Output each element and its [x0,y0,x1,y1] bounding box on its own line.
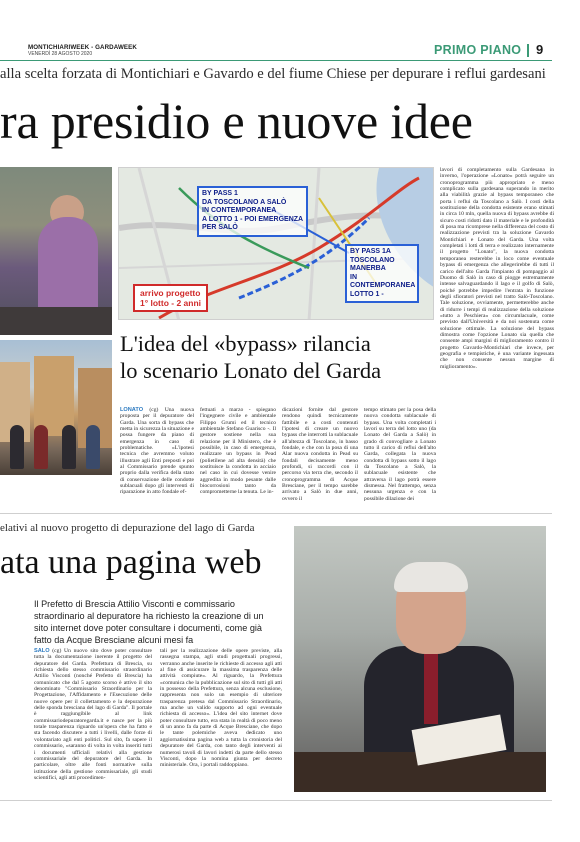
issue-date: VENERDÌ 28 AGOSTO 2020 [28,51,93,57]
article2-column-2: fettuati a marzo - spiegano l'ingegnere civile e ambientale Filippo Grumi ed il tecnico ambientale Stefano Guarisco -. Il gestore sostiene nella sua relazione per il Ministero, che è possibile, in caso di emergenza, realizzare un bypass in Pead (polietilene ad alta densità) che sostituisce la condotta in acciaio nel caso in cui dovesse venire aggredita in modo pesante dalle biocorrosioni tanto da comprometterne la tenuta. Le in- [200,407,276,496]
article3-column-2: tali per la realizzazione delle opere previste, alla rassegna stampa, agli studi progettuali progressi, verranno anche inserite le richieste di accesso agli atti al fine di assicurare la massima trasparenza delle attività compiute». Al riguardo, la Prefettura «comunica che la pubblicazione sul sito di tutti gli atti in possesso della Prefettura, senza alcuna esclusione, rappresenta non solo un esempio di ulteriore trasparenza pretesa dal Commissario Straordinario, ma anche un valido supporto ad ogni eventuale richiesta di accesso». L'idea del sito internet dove poter consultare tutto, era stata in realtà di poco meno di un anno fa da parte di Acque Bresciane, che dopo le tante polemiche aveva dedicato uno aggiornatissima pagina web a tutta la cronistoria del depuratore del Garda, con tanto degli interventi ai numerosi tavoli di lavori indetti da parte dello stesso Visconti, dopo la nomina giunta per decreto ministeriale. Ora, i portali raddoppiano. [160,648,282,769]
article1-headline: ra presidio e nuove idee [0,93,473,149]
section-title: PRIMO PIANO [434,43,522,57]
map-label-arrival: arrivo progetto 1° lotto - 2 anni [133,284,208,312]
article2-column-1: LONATO (cg) Una nuova proposta per il depuratore del Garda. Una sorta di bypass che metta in sicurezza la situazione e possa fungere da piano di emergenza in caso di problematiche. «L'ipotesi tecnica che avremmo voluto illustrare agli Enti preposti e poi al Commissario prende spunto proprio dalla verifica della stato di conservazione delle condotte sublacuali dopo gli interventi di riparazione in atto fondale ef- [120,407,194,496]
article2-column-4: tempo stimato per la posa della nuova condotta sublacuale di bypass. Una volta completati i lavori su terra del lotto uno (da Lonato del Garda a Salò) in grado di convogliare a Lonato tutto il carico di reflui dell'alto Garda, collegata la nuova condotta di bypass sotto il lago da Toscolano a Salò, la sublacuale esistente che attraversa il lago potrà essere dismessa. Nel frattempo, senza nessuna urgenza e con la possibile dilazione dei [364,407,436,502]
map-label-bypass-1: BY PASS 1 DA TOSCOLANO A SALÒ IN CONTEMPORANEA A LOTTO 1 - POI EMERGENZA PER SALÒ [197,186,308,237]
page-number: 9 [536,42,544,57]
newspaper-name: MONTICHIARIWEEK - GARDAWEEK [28,44,137,51]
article-separator [0,513,552,514]
photo-town-square [0,340,112,475]
photo-prefect [294,526,546,792]
bottom-rule [0,800,552,801]
article2-right-column: lavori di completamento sulla Gardesana in inverno, l'operazione «Lonato» potrà seguire un cronoprogramma più appropriato e meno complicato sulla gardesana superando in merito alla viabilità grazie al bypass temporaneo che porta i reflui da Toscolano a Salò. I costi della sostituzione della condotta esistente erano stimati in circa 10 mln, quella nuova di bypass avrebbe di sicuro costi ridotti dato il materiale e le profondità di posa ma ricomprese nella differenza del costo di realizzazione previsti tra la soluzione Gavardo Montichiari e Lonato del Garda. Una volta completati i lotti di terra e realizzato internamente il progetto "Lonato", la nuova condotta temporanea resterebbe in loco come eventuale bypass di emergenza che allegerirebbe di tutti il carico dell'alto Garda l'impianto di pompaggio al Duomo di Salò in caso di piogge estremamente intense salvaguardando il lago e il golfo di Salò, poiché potrebbe impedire l'entrata in funzione degli sfioratori previsti nel tratto Salò-Toscolano. Tale soluzione, ovviamente, permetterebbe anche di ridurre i tempi di realizzazione della soluzione «tutto a Peschiera» con circumlacuale, come previsto dall'Università e da noi sostenuta come soluzione ottimale. La soluzione del bypass dimostra come l'opzione Lonato sia quella che consente ampi margini di miglioramento contro il progetto Gavardo-Montichiari che invece, per geografia e tempistiche, è una variante ingessata che non consente nessun margine di miglioramento». [440,167,554,370]
map-label-bypass-1a: BY PASS 1A TOSCOLANO MANERBA IN CONTEMPORANEA LOTTO 1 - [345,244,419,303]
section-divider [527,44,529,57]
photo-woman-reading [0,167,112,335]
article2-headline: L'idea del «bypass» rilancia lo scenario Lonato del Garda [120,331,382,383]
article3-headline: ata una pagina web [0,544,262,581]
bypass-route-map [118,167,434,320]
article3-kicker: elativi al nuovo progetto di depurazione del lago di Garda [0,522,255,534]
article2-column-3: dicazioni fornite dal gestore rendono quindi tecnicamente fattibile e a costi contenuti l'ipotesi di creare un nuovo bypass che interrotti la sublacuale all'altezza di Toscolano, in basso fondale, e che con la posa di una Alar nuova condotta in Pead su fondali decisamente meno profondi, si raccordi con il percorso via terra che, secondo il cronoprogramma di Acque Bresciane, per il tempo sarebbe arrivato a Salò in due anni, ovvero il [282,407,358,502]
article1-kicker: alla scelta forzata di Montichiari e Gavardo e del fiume Chiese per depurare i reflui gardesani [0,66,546,82]
header-rule [0,60,552,61]
article3-column-1: SALÒ (cg) Un nuovo sito dove poter consultare tutta la documentazione inerente il progetto del depuratore del Garda. Prefettura di Brescia, su richiesta dello stesso commissario straordinario Attilio Visconti (nonché Prefetto di Brescia) ha comunicato che dal 5 agosto scorso è attivo il sito denominato "Commissario Straordinario per la Progettazione, l'Affidamento e l'Esecuzione delle nuove opere per il collettamento e la depurazione delle sponda bresciana del lago di Garda". Il portale è raggiungibile al link commissariodepuratoregarda.it e nasce per la più totale trasparenza riguardo un'opera che ha fatto e sta facendo discutere a tutti i livelli, dalle forze di volontariato agli enti politici. Sul sito, fa sapere il commissario, «saranno di volta in volta inseriti tutti i documenti ufficiali relativi alla gestione commissariale del depuratore del Garda. In particolare, oltre alle fonti normative sulla istituzione della gestione commissariale, gli studi scientifici, agli atti procedimen- [34,648,152,781]
article3-summary: Il Prefetto di Brescia Attilio Visconti e commissario straordinario al depuratore ha richiesto la creazione di un sito internet dove poter consultare i documenti, come già fatto da Acque Bresciane alcuni mesi fa [34,599,264,645]
